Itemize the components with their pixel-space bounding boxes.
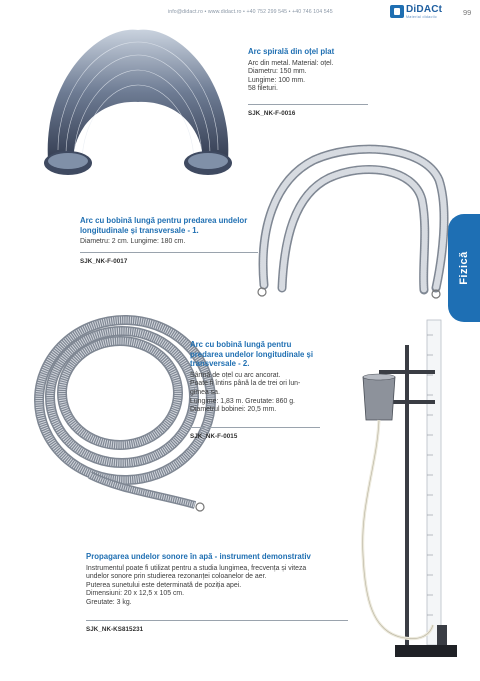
product-3-desc-line: Sârmă de oțel cu arc ancorat. [190,371,281,379]
header-contact: info@didact.ro • www.didact.ro • +40 752 299 545 • +40 746 104 545 [168,9,333,15]
product-3-text [190,340,340,415]
product-1-desc-line: Diametru: 150 mm. [248,68,307,76]
product-2-text [80,216,265,247]
product-4-desc-line: Dimensiuni: 20 x 12,5 x 105 cm. [86,590,185,598]
product-4-title: Propagarea undelor sonore în apă - instrument demonstrativ [86,552,311,561]
product-4-code: SJK_NK-KS815231 [86,626,144,633]
long-coil-spring-1-image [254,140,454,300]
logo-mark-icon [390,5,404,18]
slinky-spring-image [38,20,238,180]
brand-subtitle: Material didactic [406,15,438,19]
product-4-divider [86,620,348,621]
product-3-title-line: transversale - 2. [190,359,250,369]
product-3-divider [190,427,320,428]
product-4-text [86,552,356,608]
product-1-text [248,47,368,94]
product-3-code: SJK_NK-F-0015 [190,433,238,440]
product-3-title-line: Arc cu bobină lungă pentru [190,340,292,349]
product-3-title-line: predarea undelor longitudinale și [190,349,314,359]
product-1-desc-line: 58 fileturi. [248,85,278,93]
page-number: 99 [463,8,472,17]
product-3-desc-line: Lungime: 1,83 m. Greutate: 860 g. [190,397,295,405]
product-4-desc-line: Greutate: 3 kg. [86,598,132,606]
product-4-desc-line: Instrumentul poate fi utilizat pentru a studia lungimea, frecvența și viteza [86,564,307,572]
product-1-divider [248,104,368,105]
product-1-title: Arc spirală din oțel plat [248,47,335,56]
product-3-desc-line: Poate fi întins până la de trei ori lun- [190,380,301,388]
product-1-desc-line: Lungime: 100 mm. [248,76,306,84]
category-tab-label: Fizică [458,251,470,285]
product-2-desc-line: Diametru: 2 cm. Lungime: 180 cm. [80,238,186,246]
product-4-desc-line: undelor sonore prin studierea rezonanței coloanelor de aer. [86,573,267,581]
brand-logo[interactable] [390,4,450,20]
product-4-desc-line: Puterea sunetului este determinată de poziția apei. [86,581,242,589]
product-2-title-line: longitudinale și transversale - 1. [80,225,199,235]
product-3-desc-line: gimea sa. [190,388,220,396]
product-3-desc-line: Diametrul bobinei: 20,5 mm. [190,406,277,414]
resonance-apparatus-image [355,315,465,675]
product-2-title-line: Arc cu bobină lungă pentru predarea undelor [80,216,248,225]
brand-name: DiDACt [406,4,443,15]
product-2-divider [80,252,258,253]
product-2-code: SJK_NK-F-0017 [80,258,128,265]
product-1-desc-line: Arc din metal. Material: oțel. [248,59,334,67]
product-1-code: SJK_NK-F-0016 [248,110,296,117]
